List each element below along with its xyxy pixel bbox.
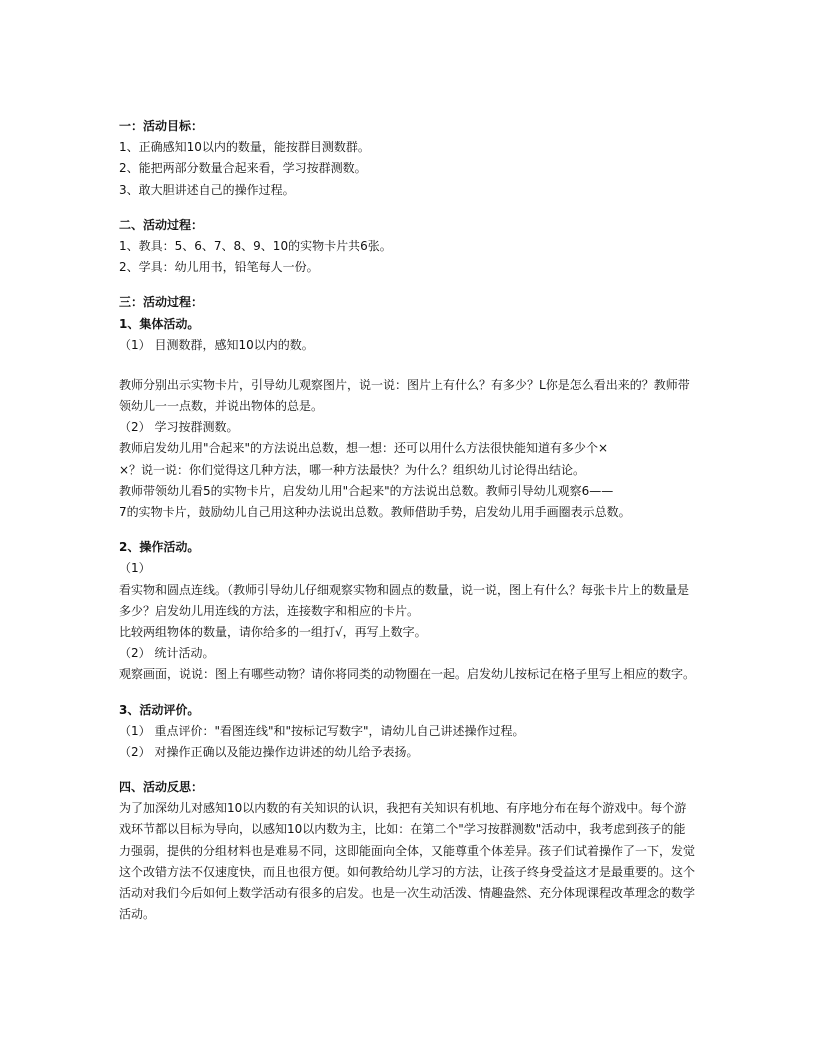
spacer: [119, 523, 699, 537]
paragraph-line: 7的实物卡片，鼓励幼儿自己用这种办法说出总数。教师借助手势，启发幼儿用手画圈表示总数。: [119, 505, 631, 519]
goal-item: 2、能把两部分数量合起来看，学习按群测数。: [119, 161, 367, 176]
paragraph-line: 为了加深幼儿对感知10以内数的有关知识的认识，我把有关知识有机地、有序地分布在每个游戏中。每个游: [119, 801, 687, 816]
spacer: [119, 763, 699, 777]
paragraph-line: 领幼儿一一点数，并说出物体的总是。: [119, 399, 324, 414]
paragraph-line: 力强弱，提供的分组材料也是难易不同，这即能面向全体，又能尊重个体差异。孩子们试着操作了一下，发觉: [119, 843, 696, 858]
paragraph-line: 观察画面，说说：图上有哪些动物？请你将同类的动物圈在一起。启发幼儿按标记在格子里写上相应的数字。: [119, 667, 696, 682]
step-item: （1） 重点评价："看图连线"和"按标记写数字"，请幼儿自己讲述操作过程。: [119, 723, 525, 738]
paragraph-line: 戏环节都以目标为导向，以感知10以内数为主，比如：在第二个"学习按群测数"活动中，我考虑到孩子的能: [119, 822, 686, 837]
paragraph-line: 看实物和圆点连线。（教师引导幼儿仔细观察实物和圆点的数量，说一说，图上有什么？每张卡片上的数量是: [119, 582, 690, 597]
step-item: （1） 目测数群，感知10以内的数。: [119, 337, 314, 352]
paragraph-line: 活动对我们今后如何上数学活动有很多的启发。也是一次生动活泼、情趣盎然、充分体现课程改革理念的数学: [119, 886, 696, 900]
step-item: （2） 对操作正确以及能边操作边讲述的幼儿给予表扬。: [119, 744, 419, 759]
paragraph-line: 教师启发幼儿用"合起来"的方法说出总数，想一想：还可以用什么方法很快能知道有多少个×: [119, 441, 609, 456]
section-heading-goals: 一：活动目标：: [119, 119, 204, 133]
paragraph-line: 这个改错方法不仅速度快，而且也很方便。如何教给幼儿学习的方法，让孩子终身受益这才是最重要的。这个: [119, 864, 696, 879]
step-item: （2） 学习按群测数。: [119, 420, 239, 435]
step-item: （2） 统计活动。: [119, 646, 215, 661]
paragraph-line: 教师带领幼儿看5的实物卡片，启发幼儿用"合起来"的方法说出总数。教师引导幼儿观察6——: [119, 483, 614, 498]
subheading-group-activity: 1、集体活动。: [119, 316, 200, 331]
paragraph-line: 比较两组物体的数量，请你给多的一组打√，再写上数字。: [119, 624, 427, 639]
spacer: [119, 686, 699, 700]
section-heading-process: 三：活动过程：: [119, 295, 204, 310]
subheading-operation-activity: 2、操作活动。: [119, 540, 200, 555]
spacer: [119, 356, 699, 375]
paragraph-line: 多少？启发幼儿用连线的方法，连接数字和相应的卡片。: [119, 603, 420, 618]
paragraph-line: ×？说一说：你们觉得这几种方法，哪一种方法最快？为什么？组织幼儿讨论得出结论。: [119, 462, 586, 477]
preparation-item: 1、教具：5、6、7、8、9、10的实物卡片共6张。: [119, 238, 392, 253]
document-body: [119, 116, 699, 925]
paragraph-line: 活动。: [119, 907, 156, 922]
preparation-item: 2、学具：幼儿用书，铅笔每人一份。: [119, 260, 319, 275]
step-item: （1）: [119, 561, 151, 576]
paragraph-line: 教师分别出示实物卡片，引导幼儿观察图片，说一说：图片上有什么？有多少？L你是怎么看出来的？教师带: [119, 377, 690, 392]
section-heading-preparation: 二、活动过程：: [119, 217, 204, 232]
goal-item: 3、敢大胆讲述自己的操作过程。: [119, 182, 295, 197]
subheading-evaluation: 3、活动评价。: [119, 702, 200, 717]
spacer: [119, 278, 699, 292]
goal-item: 1、正确感知10以内的数量，能按群目测数群。: [119, 140, 370, 155]
spacer: [119, 201, 699, 215]
section-heading-reflection: 四、活动反思：: [119, 780, 204, 795]
